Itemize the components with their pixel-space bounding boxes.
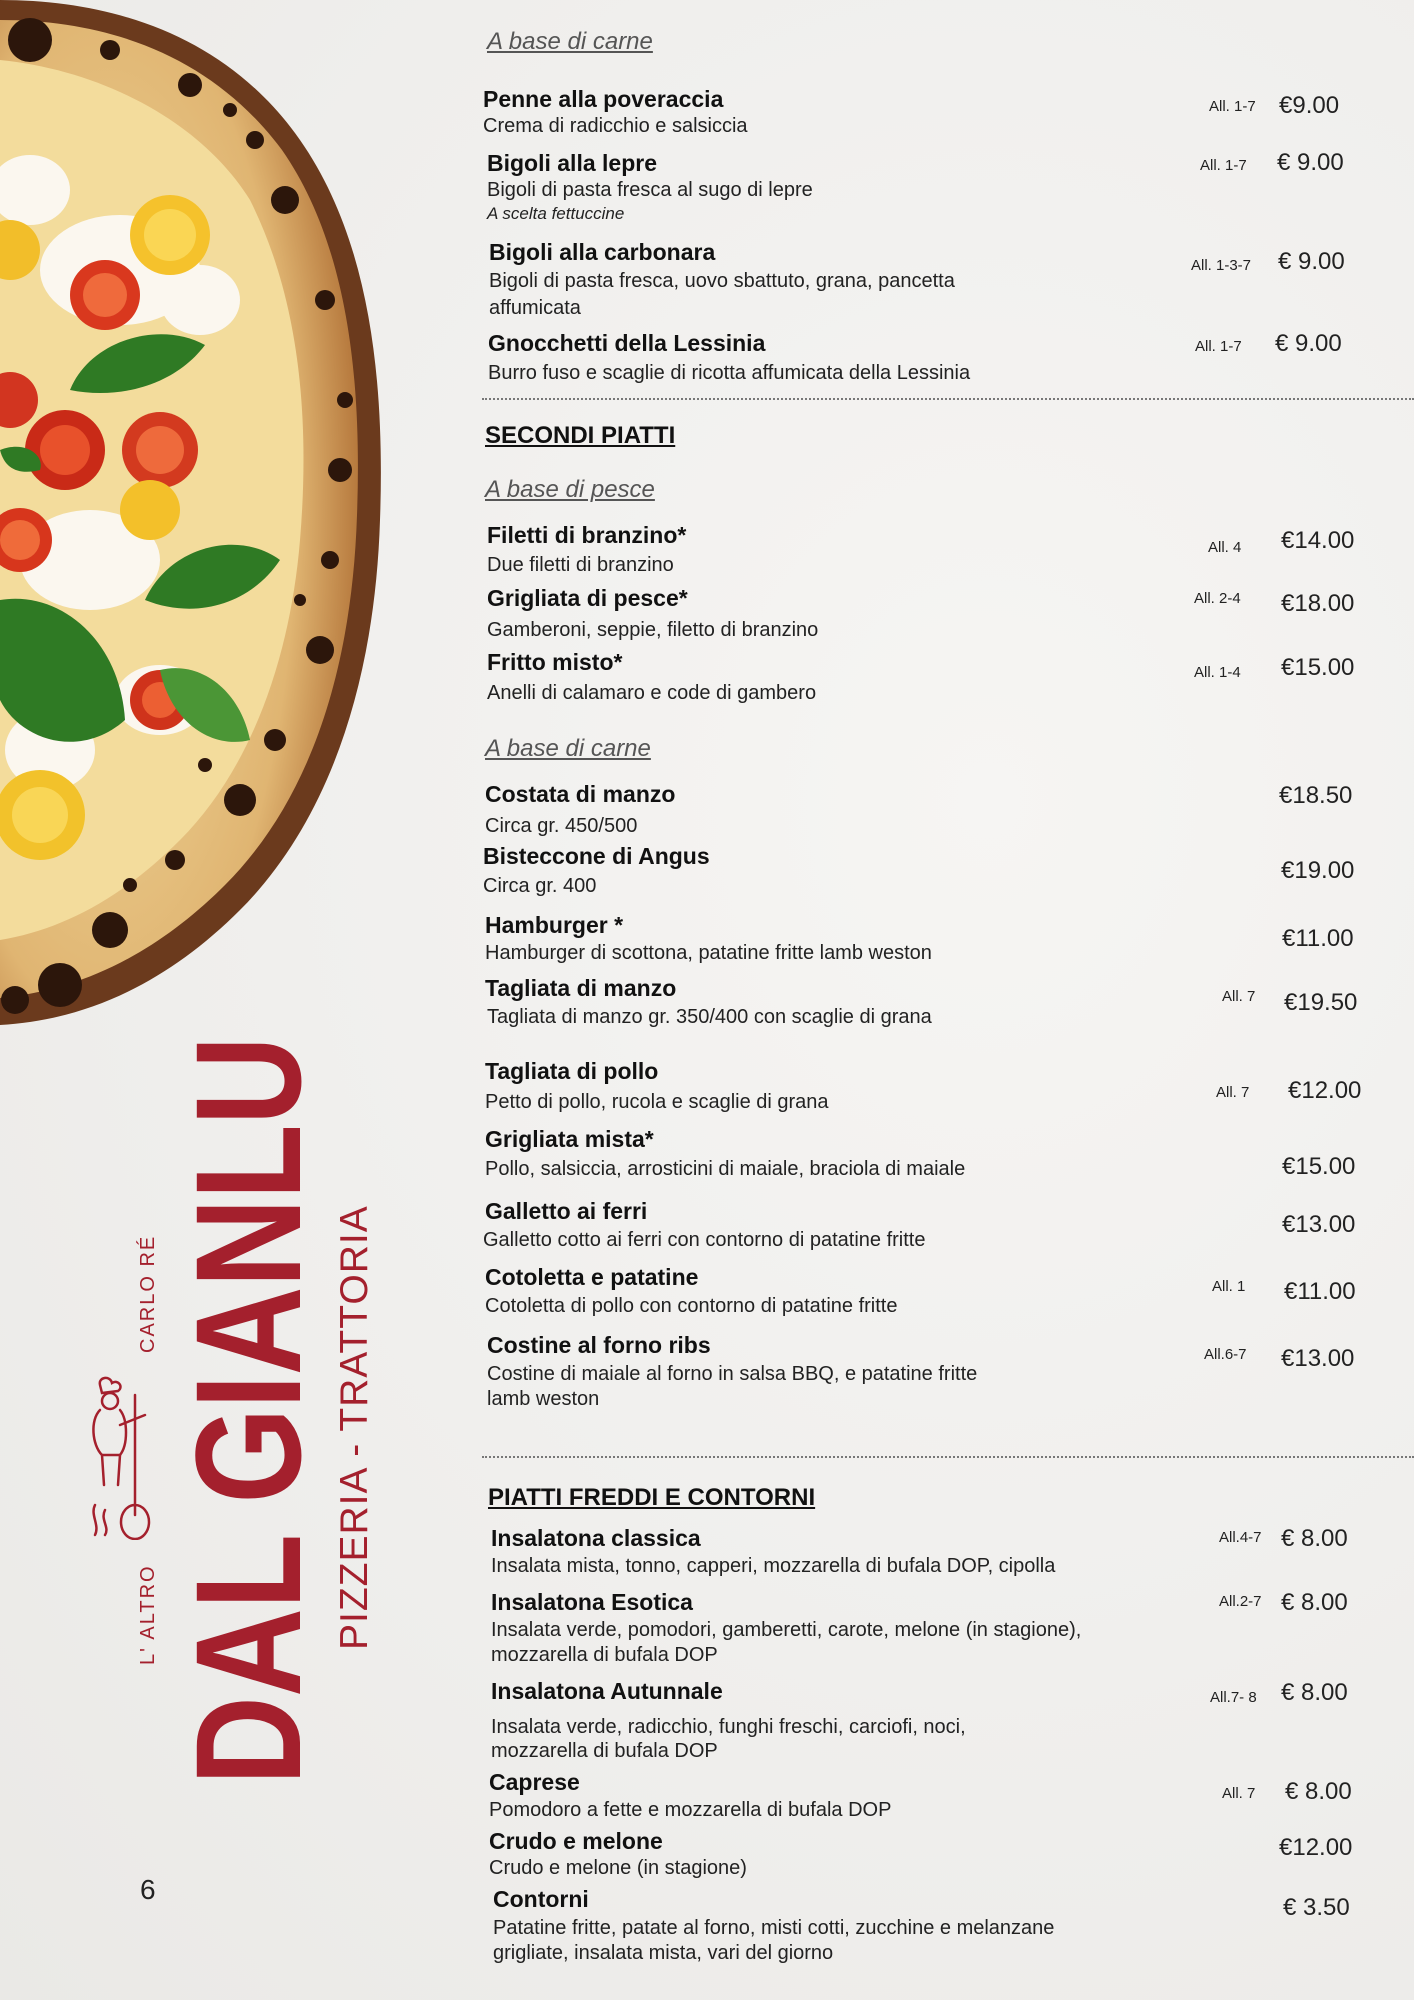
item-desc: Gamberoni, seppie, filetto di branzino: [487, 619, 819, 641]
item-desc: Hamburger di scottona, patatine fritte lamb weston: [485, 942, 932, 964]
item-name: Galletto ai ferri: [485, 1198, 648, 1224]
item-desc: Bigoli di pasta fresca, uovo sbattuto, grana, pancetta: [489, 270, 955, 292]
item-name: Fritto misto*: [487, 649, 623, 675]
item-desc: Due filetti di branzino: [487, 554, 674, 576]
item-name: Filetti di branzino*: [487, 522, 687, 548]
item-allergens: All. 2-4: [1194, 590, 1241, 607]
item-desc: Cotoletta di pollo con contorno di patatine fritte: [485, 1295, 898, 1317]
item-name: Gnocchetti della Lessinia: [488, 330, 766, 356]
item-price: €18.00: [1281, 590, 1355, 617]
item-desc: Costine di maiale al forno in salsa BBQ, e patatine fritte: [487, 1363, 978, 1385]
subhead-carne-primi: A base di carne: [487, 28, 653, 55]
item-name: Tagliata di manzo: [485, 975, 677, 1001]
item-price: €18.50: [1279, 782, 1353, 809]
item-desc: Burro fuso e scaglie di ricotta affumicata della Lessinia: [488, 362, 971, 384]
item-note: A scelta fettuccine: [487, 204, 625, 223]
chef-with-pizza-peel-icon: [80, 1375, 175, 1540]
item-name: Caprese: [489, 1769, 580, 1795]
item-desc: Circa gr. 400: [483, 875, 597, 897]
item-price: €13.00: [1282, 1211, 1356, 1238]
item-desc-line2: affumicata: [489, 297, 581, 319]
item-desc: Crudo e melone (in stagione): [489, 1857, 747, 1879]
dotted-divider: [482, 1456, 1414, 1458]
item-price: €19.50: [1284, 989, 1358, 1016]
item-name: Penne alla poveraccia: [483, 86, 724, 112]
item-desc: Insalata verde, radicchio, funghi freschi, carciofi, noci,: [491, 1716, 966, 1738]
item-name: Crudo e melone: [489, 1828, 663, 1854]
item-allergens: All. 1-7: [1200, 157, 1247, 174]
item-name: Grigliata di pesce*: [487, 585, 688, 611]
item-name: Bigoli alla carbonara: [489, 239, 716, 265]
item-price: €12.00: [1288, 1077, 1362, 1104]
item-price: €14.00: [1281, 527, 1355, 554]
pizza-photo: [0, 0, 400, 1030]
item-name: Insalatona Esotica: [491, 1589, 693, 1615]
item-price: €11.00: [1284, 1278, 1356, 1305]
item-desc: Pomodoro a fette e mozzarella di bufala DOP: [489, 1799, 892, 1821]
item-name: Bigoli alla lepre: [487, 150, 657, 176]
item-desc: Tagliata di manzo gr. 350/400 con scaglie di grana: [487, 1006, 932, 1028]
item-allergens: All. 1-3-7: [1191, 257, 1252, 274]
item-name: Costata di manzo: [485, 781, 676, 807]
item-price: € 8.00: [1281, 1679, 1348, 1706]
item-allergens: All.6-7: [1204, 1346, 1247, 1363]
item-allergens: All. 4: [1208, 539, 1242, 556]
item-price: €15.00: [1281, 654, 1355, 681]
section-title-secondi: SECONDI PIATTI: [485, 422, 676, 449]
page-number: 6: [140, 1874, 156, 1905]
item-price: €19.00: [1281, 857, 1355, 884]
item-price: € 9.00: [1277, 149, 1344, 176]
item-allergens: All. 1-7: [1195, 338, 1242, 355]
item-desc: Circa gr. 450/500: [485, 815, 638, 837]
item-desc: Insalata verde, pomodori, gamberetti, carote, melone (in stagione),: [491, 1619, 1082, 1641]
item-price: €9.00: [1279, 92, 1340, 119]
item-desc: Anelli di calamaro e code di gambero: [487, 682, 817, 704]
logo-owner: CARLO RÉ: [137, 1234, 159, 1353]
logo-prefix: L' ALTRO: [137, 1564, 159, 1665]
item-allergens: All. 7: [1222, 1785, 1256, 1802]
item-name: Tagliata di pollo: [485, 1058, 659, 1084]
item-name: Hamburger *: [485, 912, 624, 938]
item-desc: Insalata mista, tonno, capperi, mozzarella di bufala DOP, cipolla: [491, 1555, 1056, 1577]
item-name: Grigliata mista*: [485, 1126, 654, 1152]
item-desc-line2: mozzarella di bufala DOP: [491, 1644, 718, 1666]
item-desc: Crema di radicchio e salsiccia: [483, 115, 748, 137]
item-allergens: All.2-7: [1219, 1593, 1262, 1610]
item-price: € 9.00: [1278, 248, 1345, 275]
item-name: Costine al forno ribs: [487, 1332, 711, 1358]
item-price: € 8.00: [1281, 1589, 1348, 1616]
item-price: €11.00: [1282, 925, 1354, 952]
item-name: Cotoletta e patatine: [485, 1264, 699, 1290]
item-price: € 9.00: [1275, 330, 1342, 357]
item-desc: Pollo, salsiccia, arrosticini di maiale, braciola di maiale: [485, 1158, 966, 1180]
item-desc: Bigoli di pasta fresca al sugo di lepre: [487, 179, 813, 201]
logo-name: DAL GIANLU: [164, 1036, 332, 1785]
item-name: Contorni: [493, 1886, 589, 1912]
item-allergens: All.7- 8: [1210, 1689, 1257, 1706]
item-desc: Petto di pollo, rucola e scaglie di grana: [485, 1091, 829, 1113]
item-name: Insalatona classica: [491, 1525, 701, 1551]
item-name: Bisteccone di Angus: [483, 843, 710, 869]
dotted-divider: [482, 398, 1414, 400]
item-allergens: All.4-7: [1219, 1529, 1262, 1546]
item-allergens: All. 1-4: [1194, 664, 1241, 681]
item-desc: Patatine fritte, patate al forno, misti cotti, zucchine e melanzane: [493, 1917, 1055, 1939]
item-allergens: All. 1-7: [1209, 98, 1256, 115]
item-price: € 3.50: [1283, 1894, 1350, 1921]
item-name: Insalatona Autunnale: [491, 1678, 723, 1704]
item-allergens: All. 1: [1212, 1278, 1246, 1295]
item-price: €12.00: [1279, 1834, 1353, 1861]
item-price: €13.00: [1281, 1345, 1355, 1372]
section-title-freddi: PIATTI FREDDI E CONTORNI: [488, 1484, 816, 1511]
item-desc-line2: lamb weston: [487, 1388, 600, 1410]
item-allergens: All. 7: [1216, 1084, 1250, 1101]
item-desc-line2: mozzarella di bufala DOP: [491, 1740, 718, 1762]
item-desc-line2: grigliate, insalata mista, vari del giorno: [493, 1942, 834, 1964]
subhead-carne-secondi: A base di carne: [485, 735, 651, 762]
item-allergens: All. 7: [1222, 988, 1256, 1005]
item-price: € 8.00: [1285, 1778, 1352, 1805]
item-price: € 8.00: [1281, 1525, 1348, 1552]
subhead-pesce: A base di pesce: [485, 476, 655, 503]
logo-tagline: PIZZERIA - TRATTORIA: [333, 1205, 376, 1650]
item-desc: Galletto cotto ai ferri con contorno di patatine fritte: [483, 1229, 926, 1251]
item-price: €15.00: [1282, 1153, 1356, 1180]
